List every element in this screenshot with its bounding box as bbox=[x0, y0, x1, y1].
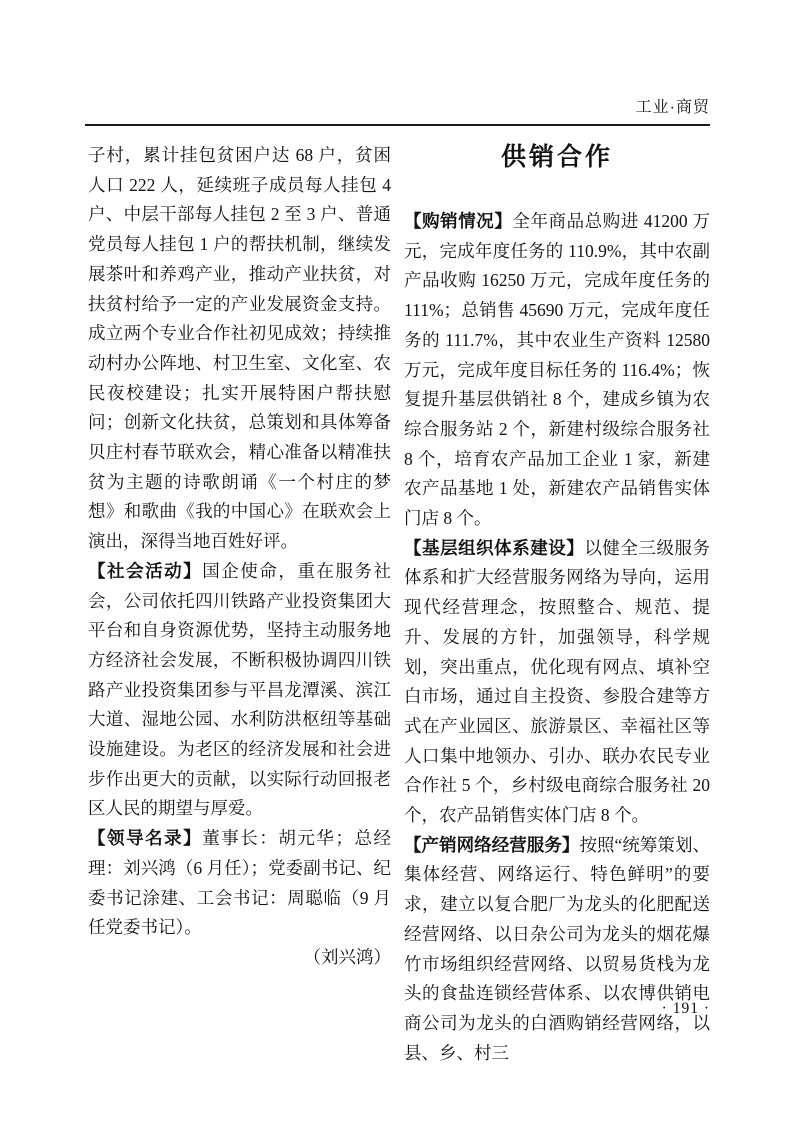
running-head-text: 工业·商贸 bbox=[635, 99, 710, 116]
right-column bbox=[404, 141, 710, 1068]
page-number: · 191 · bbox=[661, 1000, 710, 1017]
entry-leader-roster bbox=[88, 824, 391, 943]
section-label: 【购销情况】 bbox=[404, 211, 513, 231]
entry-marketing-network bbox=[404, 831, 710, 1069]
paragraph-text: 全年商品总购进 41200 万元，完成年度任务的 110.9%，其中农副产品收购 16250 万元，完成年度任务的 111%；总销售 45690 万元，完成年度任务的 111.7%，其中农业生产资料 12580 万元，完成年度目标任务的 116.4%；恢复提升基层供销社 8 个，建成乡镇为农综合服务站 2 个，新建村级综合服务社 8 个，培育农产品加工企业 1 家，新建农产品基地 1 处，新建农产品销售实体门店 8 个。 bbox=[404, 211, 711, 529]
section-label: 【领导名录】 bbox=[88, 828, 203, 849]
paragraph-text: 子村，累计挂包贫困户达 68 户，贫困人口 222 人，延续班子成员每人挂包 4 户、中层干部每人挂包 2 至 3 户、普通党员每人挂包 1 户的帮扶机制，继续发展茶叶和养鸡产业，推动产业扶贫，对扶贫村给予一定的产业发展资金支持。成立两个专业合作社初见成效；持续推动村办公阵地、村卫生室、文化室、农民夜校建设；扎实开展特困户帮扶慰问；创新文化扶贫，总策划和具体筹备贝庄村春节联欢会，精心准备以精准扶贫为主题的诗歌朗诵《一个村庄的梦想》和歌曲《我的中国心》在联欢会上演出，深得当地百姓好评。 bbox=[88, 145, 392, 552]
continued-paragraph bbox=[88, 141, 391, 557]
left-column bbox=[88, 141, 391, 1068]
paragraph-text: 董事长：胡元华；总经理：刘兴鸿（6 月任）；党委副书记、纪委书记涂建、工会书记：周聪临（9 月任党委书记）。 bbox=[88, 828, 392, 938]
section-label: 【社会活动】 bbox=[88, 560, 203, 581]
entry-purchase-sales bbox=[404, 207, 710, 534]
running-head bbox=[85, 94, 710, 126]
paragraph-text: 按照“统筹策划、集体经营、网络运行、特色鲜明”的要求，建立以复合肥厂为龙头的化肥配送经营网络、以日杂公司为龙头的烟花爆竹市场组织经营网络、以贸易货栈为龙头的食盐连锁经营体系、以农博供销电商公司为龙头的白酒购销经营网络，以县、乡、村三 bbox=[404, 834, 710, 1063]
section-label: 【基层组织体系建设】 bbox=[404, 537, 585, 558]
section-label: 【产销网络经营服务】 bbox=[404, 834, 580, 855]
entry-social-activities bbox=[88, 557, 391, 824]
entry-grassroots-organization bbox=[404, 534, 710, 831]
article-title: 供销合作 bbox=[501, 144, 614, 171]
page-body bbox=[88, 141, 710, 1068]
paragraph-text: 以健全三级服务体系和扩大经营服务网络为导向，运用现代经营理念，按照整合、规范、提升、发展的方针，加强领导，科学规划，突出重点，优化现有网点、填补空白市场，通过自主投资、参股合建等方式在产业园区、旅游景区、幸福社区等人口集中地领办、引办、联办农民专业合作社 5 个，乡村级电商综合服务社 20 个，农产品销售实体门店 8 个。 bbox=[404, 537, 711, 826]
paragraph-text: 国企使命，重在服务社会，公司依托四川铁路产业投资集团大平台和自身资源优势，坚持主动服务地方经济社会发展，不断积极协调四川铁路产业投资集团参与平昌龙潭溪、滨江大道、湿地公园、水利防洪枢纽等基础设施建设。为老区的经济发展和社会进步作出更大的贡献，以实际行动回报老区人民的期望与厚爱。 bbox=[88, 560, 392, 819]
author-signature: （刘兴鸿） bbox=[303, 946, 392, 967]
